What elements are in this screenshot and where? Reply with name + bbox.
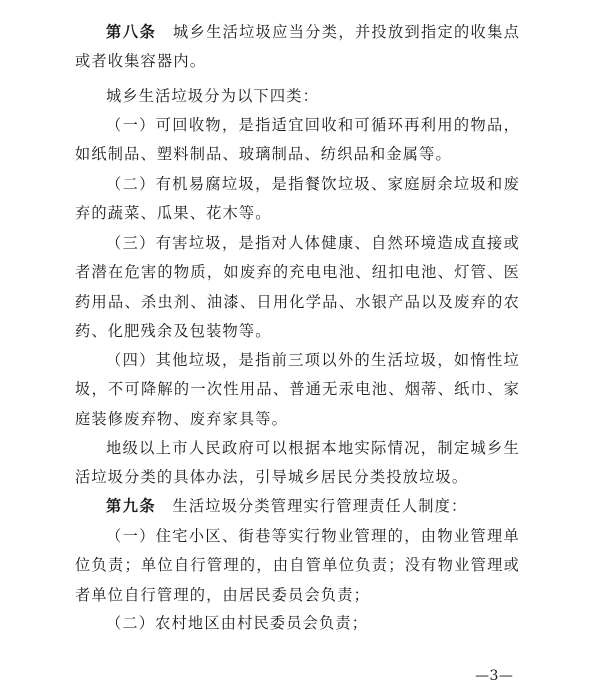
recyclable-item: （一）可回收物，是指适宜回收和可循环再利用的物品，如纸制品、塑料制品、玻璃制品、纺织品和金属等。	[75, 116, 520, 164]
government-paragraph: 地级以上市人民政府可以根据本地实际情况，制定城乡生活垃圾分类的具体办法，引导城乡居民分类投放垃圾。	[75, 439, 520, 487]
article-8-heading: 第八条	[106, 23, 157, 41]
page-number: —3—	[475, 668, 514, 684]
article-9-paragraph	[75, 492, 520, 521]
four-types-paragraph: 城乡生活垃圾分为以下四类：	[106, 87, 320, 105]
other-waste-item: （四）其他垃圾，是指前三项以外的生活垃圾，如惰性垃圾，不可降解的一次性用品、普通无汞电池、烟蒂、纸巾、家庭装修废弃物、废弃家具等。	[75, 351, 520, 428]
rural-item: （二）农村地区由村民委员会负责；	[106, 614, 369, 632]
article-9-heading: 第九条	[106, 497, 157, 515]
article-8-paragraph	[75, 18, 520, 77]
organic-waste-item: （二）有机易腐垃圾，是指餐饮垃圾、家庭厨余垃圾和废弃的蔬菜、瓜果、花木等。	[75, 175, 520, 223]
residential-item: （一）住宅小区、街巷等实行物业管理的，由物业管理单位负责；单位自行管理的，由自管单位负责；没有物业管理或者单位自行管理的，由居民委员会负责；	[75, 527, 520, 604]
hazardous-waste-item: （三）有害垃圾，是指对人体健康、自然环境造成直接或者潜在危害的物质，如废弃的充电电池、纽扣电池、灯管、医药用品、杀虫剂、油漆、日用化学品、水银产品以及废弃的农药、化肥残余及包装物等。	[75, 234, 520, 340]
article-8-text: 城乡生活垃圾应当分类，并投放到指定的收集点或者收集容器内。	[75, 23, 521, 71]
article-9-text: 生活垃圾分类管理实行管理责任人制度：	[156, 497, 468, 515]
